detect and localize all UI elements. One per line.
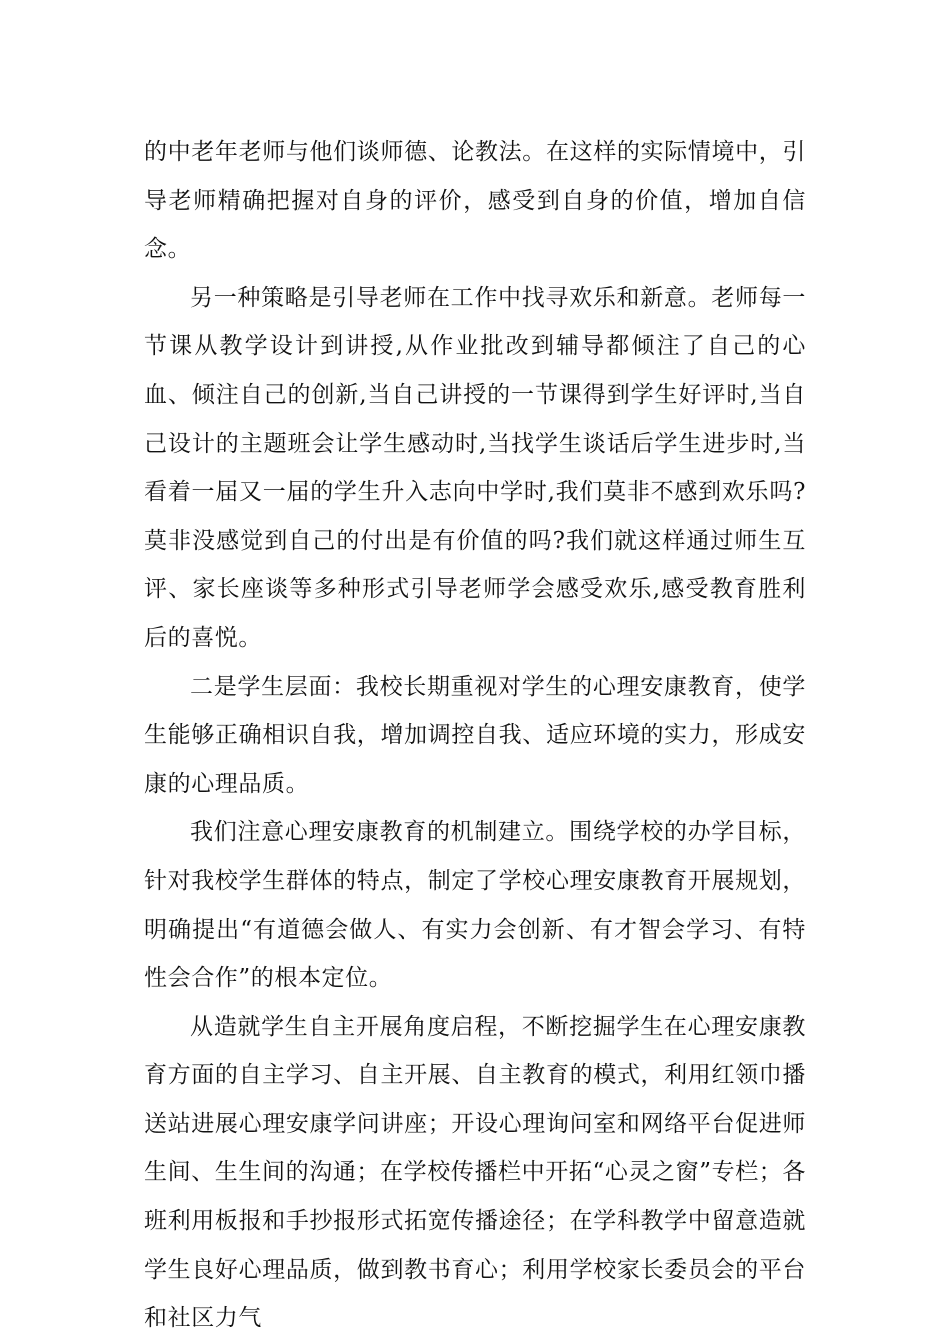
paragraph-teacher-joy-strategy: 另一种策略是引导老师在工作中找寻欢乐和新意。老师每一节课从教学设计到讲授,从作业批改到辅导都倾注了自己的心血、倾注自己的创新,当自己讲授的一节课得到学生好评时,当自己设计的主题班会让学生感动时,当找学生谈话后学生进步时,当看着一届又一届的学生升入志向中学时,我们莫非不感到欢乐吗?莫非没感觉到自己的付出是有价值的吗?我们就这样通过师生互评、家长座谈等多种形式引导老师学会感受欢乐,感受教育胜利后的喜悦。: [144, 284, 806, 651]
paragraph-self-development: 从造就学生自主开展角度启程，不断挖掘学生在心理安康教育方面的自主学习、自主开展、自主教育的模式，利用红领巾播送站进展心理安康学问讲座；开设心理询问室和网络平台促进师生间、生生间的沟通；在学校传播栏中开拓“心灵之窗”专栏；各班利用板报和手抄报形式拓宽传播途径；在学科教学中留意造就学生良好心理品质，做到教书育心；利用学校家长委员会的平台和社区力气: [144, 1013, 806, 1332]
paragraph-mechanism: 我们注意心理安康教育的机制建立。围绕学校的办学目标，针对我校学生群体的特点，制定了学校心理安康教育开展规划，明确提出“有道德会做人、有实力会创新、有才智会学习、有特性会合作”的根本定位。: [144, 819, 806, 992]
paragraph-student-level: 二是学生层面：我校长期重视对学生的心理安康教育，使学生能够正确相识自我，增加调控自我、适应环境的实力，形成安康的心理品质。: [144, 673, 806, 797]
paragraph-continuation: 的中老年老师与他们谈师德、论教法。在这样的实际情境中，引导老师精确把握对自身的评价，感受到自身的价值，增加自信念。: [144, 139, 806, 263]
document-page: [144, 128, 806, 1343]
